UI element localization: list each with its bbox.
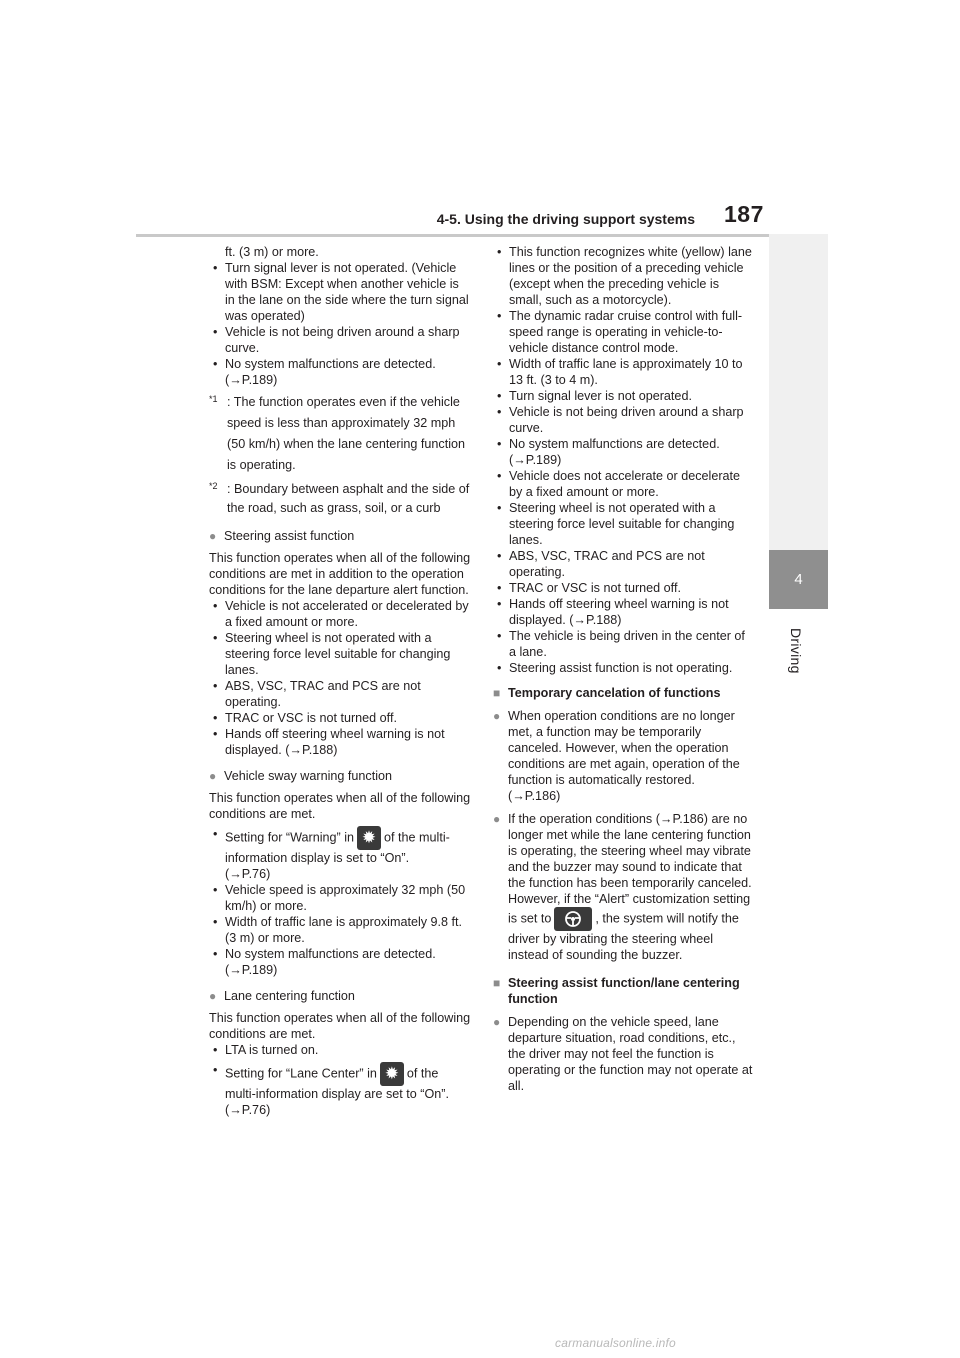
left-column [209, 244, 471, 1118]
list-item: • ABS, VSC, TRAC and PCS are not operating. [493, 548, 755, 580]
steering-wheel-icon [564, 910, 582, 928]
list-item: • Hands off steering wheel warning is not displayed. (→P.188) [493, 596, 755, 628]
heading-vehicle-sway: ● Vehicle sway warning function [209, 768, 471, 784]
list-item: • Vehicle is not being driven around a sharp curve. [209, 324, 471, 356]
list-item: • Width of traffic lane is approximately 10 to 13 ft. (3 to 4 m). [493, 356, 755, 388]
list-item: • Turn signal lever is not operated. (Vehicle with BSM: Except when another vehicle is in the lane on the side where the turn signal was operated) [209, 260, 471, 324]
note-item: ● If the operation conditions (→P.186) are no longer met while the lane centering function is operating, the steering wheel may vibrate and the buzzer may sound to indicate that the function has been temporarily canceled. However, if the “Alert” customization setting is set to , the system will notify the driver by vibrating the steering wheel instead of sounding the buzzer. [493, 811, 755, 963]
section-title: 4-5. Using the driving support systems [436, 211, 695, 227]
paragraph: This function operates when all of the following conditions are met. [209, 1011, 471, 1041]
list-item: • The vehicle is being driven in the center of a lane. [493, 628, 755, 660]
list-item: • Width of traffic lane is approximately 9.8 ft. (3 m) or more. [209, 914, 471, 946]
page-reference[interactable]: (→P.76) [225, 1103, 271, 1117]
chapter-tab-number[interactable] [769, 550, 828, 609]
gear-icon: ✹ [384, 1064, 400, 1083]
list-item: • Steering assist function is not operating. [493, 660, 755, 676]
list-item: • Turn signal lever is not operated. [493, 388, 755, 404]
note-item: ● Depending on the vehicle speed, lane departure situation, road conditions, etc., the driver may not feel the function is operating or the function may not operate at all. [493, 1014, 755, 1094]
list-item: • Vehicle is not accelerated or decelerated by a fixed amount or more. [209, 598, 471, 630]
footnote-mark: *1 [209, 394, 218, 404]
heading-steering-assist: ● Steering assist function [209, 528, 471, 544]
list-item: • Steering wheel is not operated with a steering force level suitable for changing lanes. [209, 630, 471, 678]
list-item: • Setting for “Warning” in ✹ of the multi-information display is set to “On”. (→P.76) [209, 826, 471, 882]
gear-icon: ✹ [361, 828, 377, 847]
list-item: • Vehicle is not being driven around a sharp curve. [493, 404, 755, 436]
list-item: • Vehicle speed is approximately 32 mph (50 km/h) or more. [209, 882, 471, 914]
list-item: • Vehicle does not accelerate or decelerate by a fixed amount or more. [493, 468, 755, 500]
page-reference[interactable]: (→P.76) [225, 867, 271, 881]
heading-temporary-cancelation: ■ Temporary cancelation of functions [493, 685, 755, 701]
settings-button-icon [357, 826, 381, 850]
page-reference[interactable]: (→P.189) [225, 373, 278, 387]
note-item: ● When operation conditions are no longer met, a function may be temporarily canceled. However, when the operation conditions are met again, operation of the function is automatically restored. (→P.186) [493, 708, 755, 804]
list-item: • No system malfunctions are detected. (→P.189) [209, 356, 471, 388]
list-item: • No system malfunctions are detected. (→P.189) [493, 436, 755, 468]
footnote-2: *2 : Boundary between asphalt and the side of the road, such as grass, soil, or a curb [209, 480, 471, 518]
continued-text: ft. (3 m) or more. [225, 245, 319, 259]
heading-lane-centering: ● Lane centering function [209, 988, 471, 1004]
chapter-number: 4 [794, 571, 803, 588]
footnote-1: *1 : The function operates even if the vehicle speed is less than approximately 32 mph (50 km/h) when the lane centering function is operating. [209, 392, 471, 476]
settings-button-icon [380, 1062, 404, 1086]
heading-steering-lane-centering: ■ Steering assist function/lane centering function [493, 975, 755, 1007]
list-item: • The dynamic radar cruise control with full-speed range is operating in vehicle-to-vehicle distance control mode. [493, 308, 755, 356]
list-item: • LTA is turned on. [209, 1042, 471, 1058]
list-item: • No system malfunctions are detected. (→P.189) [209, 946, 471, 978]
footnote-mark: *2 [209, 481, 218, 491]
list-item: • Hands off steering wheel warning is not displayed. (→P.188) [209, 726, 471, 758]
steering-button-icon [554, 907, 592, 931]
page-header [0, 0, 960, 240]
page-reference[interactable]: (→P.189) [225, 963, 278, 977]
watermark: carmanualsonline.info [555, 1336, 676, 1350]
page-number: 187 [724, 201, 764, 227]
chapter-tab-strip [769, 234, 828, 550]
list-item: • TRAC or VSC is not turned off. [493, 580, 755, 596]
header-rule [136, 234, 822, 237]
chapter-label: Driving [788, 628, 804, 674]
page-reference[interactable]: (→P.186) [508, 789, 561, 803]
list-item: • This function recognizes white (yellow) lane lines or the position of a preceding vehicle (except when the preceding vehicle is small, such as a motorcycle). [493, 244, 755, 308]
list-item: • Setting for “Lane Center” in ✹ of the multi-information display are set to “On”. (→P.76) [209, 1062, 471, 1118]
list-item: • TRAC or VSC is not turned off. [209, 710, 471, 726]
paragraph: This function operates when all of the following conditions are met. [209, 791, 471, 821]
list-item: • ABS, VSC, TRAC and PCS are not operating. [209, 678, 471, 710]
right-column [493, 244, 755, 1094]
list-item: • Steering wheel is not operated with a steering force level suitable for changing lanes. [493, 500, 755, 548]
paragraph: This function operates when all of the following conditions are met in addition to the operation conditions for the lane departure alert function. [209, 551, 471, 597]
page-reference[interactable]: (→P.189) [509, 453, 562, 467]
